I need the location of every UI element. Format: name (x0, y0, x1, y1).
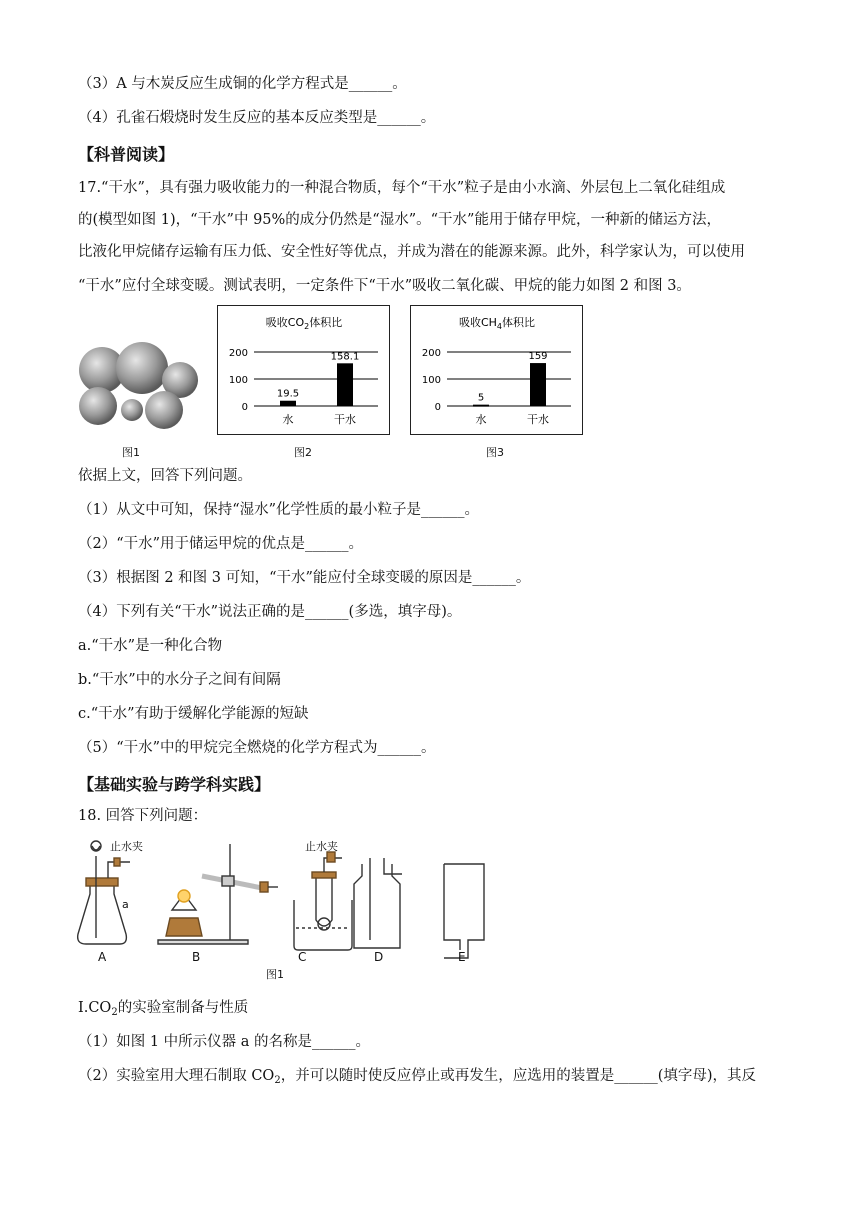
q18-part1-title: $I.CO_2$的实验室制备与性质 (78, 1000, 249, 1018)
fig1-caption: 图1 (122, 446, 140, 459)
part1-title-post: 的实验室制备与性质 (117, 1000, 249, 1016)
chart-category-label: 干水 (527, 413, 549, 426)
chart-bar (473, 405, 489, 407)
q17-para-line2: 的(模型如图 1)，“干水”中 95%的成分仍然是“湿水”。“干水”能用于储存甲烷，一种新的储运方法， (78, 212, 721, 228)
chart-co2-title: 吸收$CO_2$体积比 (265, 316, 343, 331)
q16-sub3: （3）A 与木炭反应生成铜的化学方程式是______。 (78, 76, 407, 92)
dry-water-model-figure (74, 342, 204, 432)
apparatus-figure (72, 836, 492, 986)
sphere-5 (121, 399, 143, 421)
q17-intro: 依据上文，回答下列问题。 (78, 468, 252, 484)
q18-fig-caption: 图1 (266, 968, 284, 981)
q17-sub2: （2）“干水”用于储运甲烷的优点是______。 (78, 536, 364, 552)
chart-y-tick-label: 100 (421, 375, 441, 386)
q16-sub4: （4）孔雀石煅烧时发生反应的基本反应类型是______。 (78, 110, 436, 126)
q17-sub3: （3）根据图 2 和图 3 可知，“干水”能应付全球变暖的原因是______。 (78, 570, 531, 586)
q18-sub2-pre: （2）实验室用大理石制取 CO (78, 1068, 275, 1084)
apparatus-c (294, 852, 352, 950)
section-heading-reading: 【科普阅读】 (78, 145, 175, 164)
chart-co2-absorption (217, 305, 390, 435)
part1-title-pre: I.CO (78, 1000, 112, 1016)
chart-value-label: 19.5 (276, 388, 300, 400)
chart-bar (337, 363, 353, 406)
chart-y-tick-label: 100 (228, 375, 248, 386)
q18-stem: 18. 回答下列问题： (78, 808, 208, 824)
apparatus-d (354, 858, 402, 948)
q17-option-c: c.“干水”有助于缓解化学能源的短缺 (78, 706, 309, 722)
q17-option-b: b.“干水”中的水分子之间有间隔 (78, 672, 281, 688)
sphere-6 (145, 391, 183, 429)
fig2-caption: 图2 (294, 446, 312, 459)
chart-y-tick-label: 200 (228, 348, 248, 359)
chart-category-label: 水 (475, 413, 487, 426)
chart-category-label: 干水 (334, 413, 356, 426)
q17-para-line4: “干水”应付全球变暖。测试表明，一定条件下“干水”吸收二氧化碳、甲烷的能力如图 2 和图 3。 (78, 278, 691, 294)
q17-sub4: （4）下列有关“干水”说法正确的是______(多选，填字母)。 (78, 604, 462, 620)
part-a-label: a (122, 898, 129, 911)
q17-para-line3: 比液化甲烷储存运输有压力低、安全性好等优点，并成为潜在的能源来源。此外，科学家认为，可以使用 (78, 244, 745, 260)
q17-sub1: （1）从文中可知，保持“湿水”化学性质的最小粒子是______。 (78, 502, 480, 518)
chart-co2-svg (218, 306, 389, 434)
section-heading-experiment: 【基础实验与跨学科实践】 (78, 775, 271, 794)
chart-bar (530, 363, 546, 406)
chart-value-label: 158.1 (330, 351, 360, 363)
q17-option-a: a.“干水”是一种化合物 (78, 638, 223, 654)
chart-y-tick-label: 0 (241, 402, 248, 413)
chart-ch4-absorption (410, 305, 583, 435)
chart-value-label: 159 (528, 351, 548, 363)
chart-y-tick-label: 200 (421, 348, 441, 359)
clip-label-c: 止水夹 (305, 840, 338, 853)
chart-ch4-svg (411, 306, 582, 434)
chart-y-tick-label: 0 (434, 402, 441, 413)
apparatus-label-b: B (192, 950, 201, 964)
sphere-4 (79, 387, 117, 425)
apparatus-label-d: D (374, 950, 384, 964)
apparatus-a (78, 841, 130, 944)
q18-sub1: （1）如图 1 中所示仪器 a 的名称是______。 (78, 1034, 371, 1050)
apparatus-label-c: C (298, 950, 307, 964)
chart-ch4-title: 吸收$CH_4$体积比 (458, 316, 536, 331)
chart-category-label: 水 (282, 413, 294, 426)
q17-para-line1: 17.“干水”，具有强力吸收能力的一种混合物质，每个“干水”粒子是由小水滴、外层包上二氧化硅组成 (78, 180, 726, 196)
apparatus-b (158, 844, 278, 944)
apparatus-label-e: E (458, 950, 466, 964)
q18-sub2-post: ，并可以随时使反应停止或再发生，应选用的装置是______(填字母)，其反 (280, 1068, 757, 1084)
q17-sub5: （5）“干水”中的甲烷完全燃烧的化学方程式为______。 (78, 740, 436, 756)
sphere-2 (116, 342, 168, 394)
apparatus-label-a: A (98, 950, 107, 964)
q18-sub2: （2）实验室用大理石制取 $CO_2$，并可以随时使反应停止或再发生，应选用的装置是______(填字母)，其反 (78, 1068, 757, 1086)
fig3-caption: 图3 (486, 446, 504, 459)
apparatus-e (444, 864, 484, 958)
clip-label-a: 止水夹 (110, 840, 143, 853)
chart-value-label: 5 (477, 392, 485, 404)
chart-bar (280, 401, 296, 406)
